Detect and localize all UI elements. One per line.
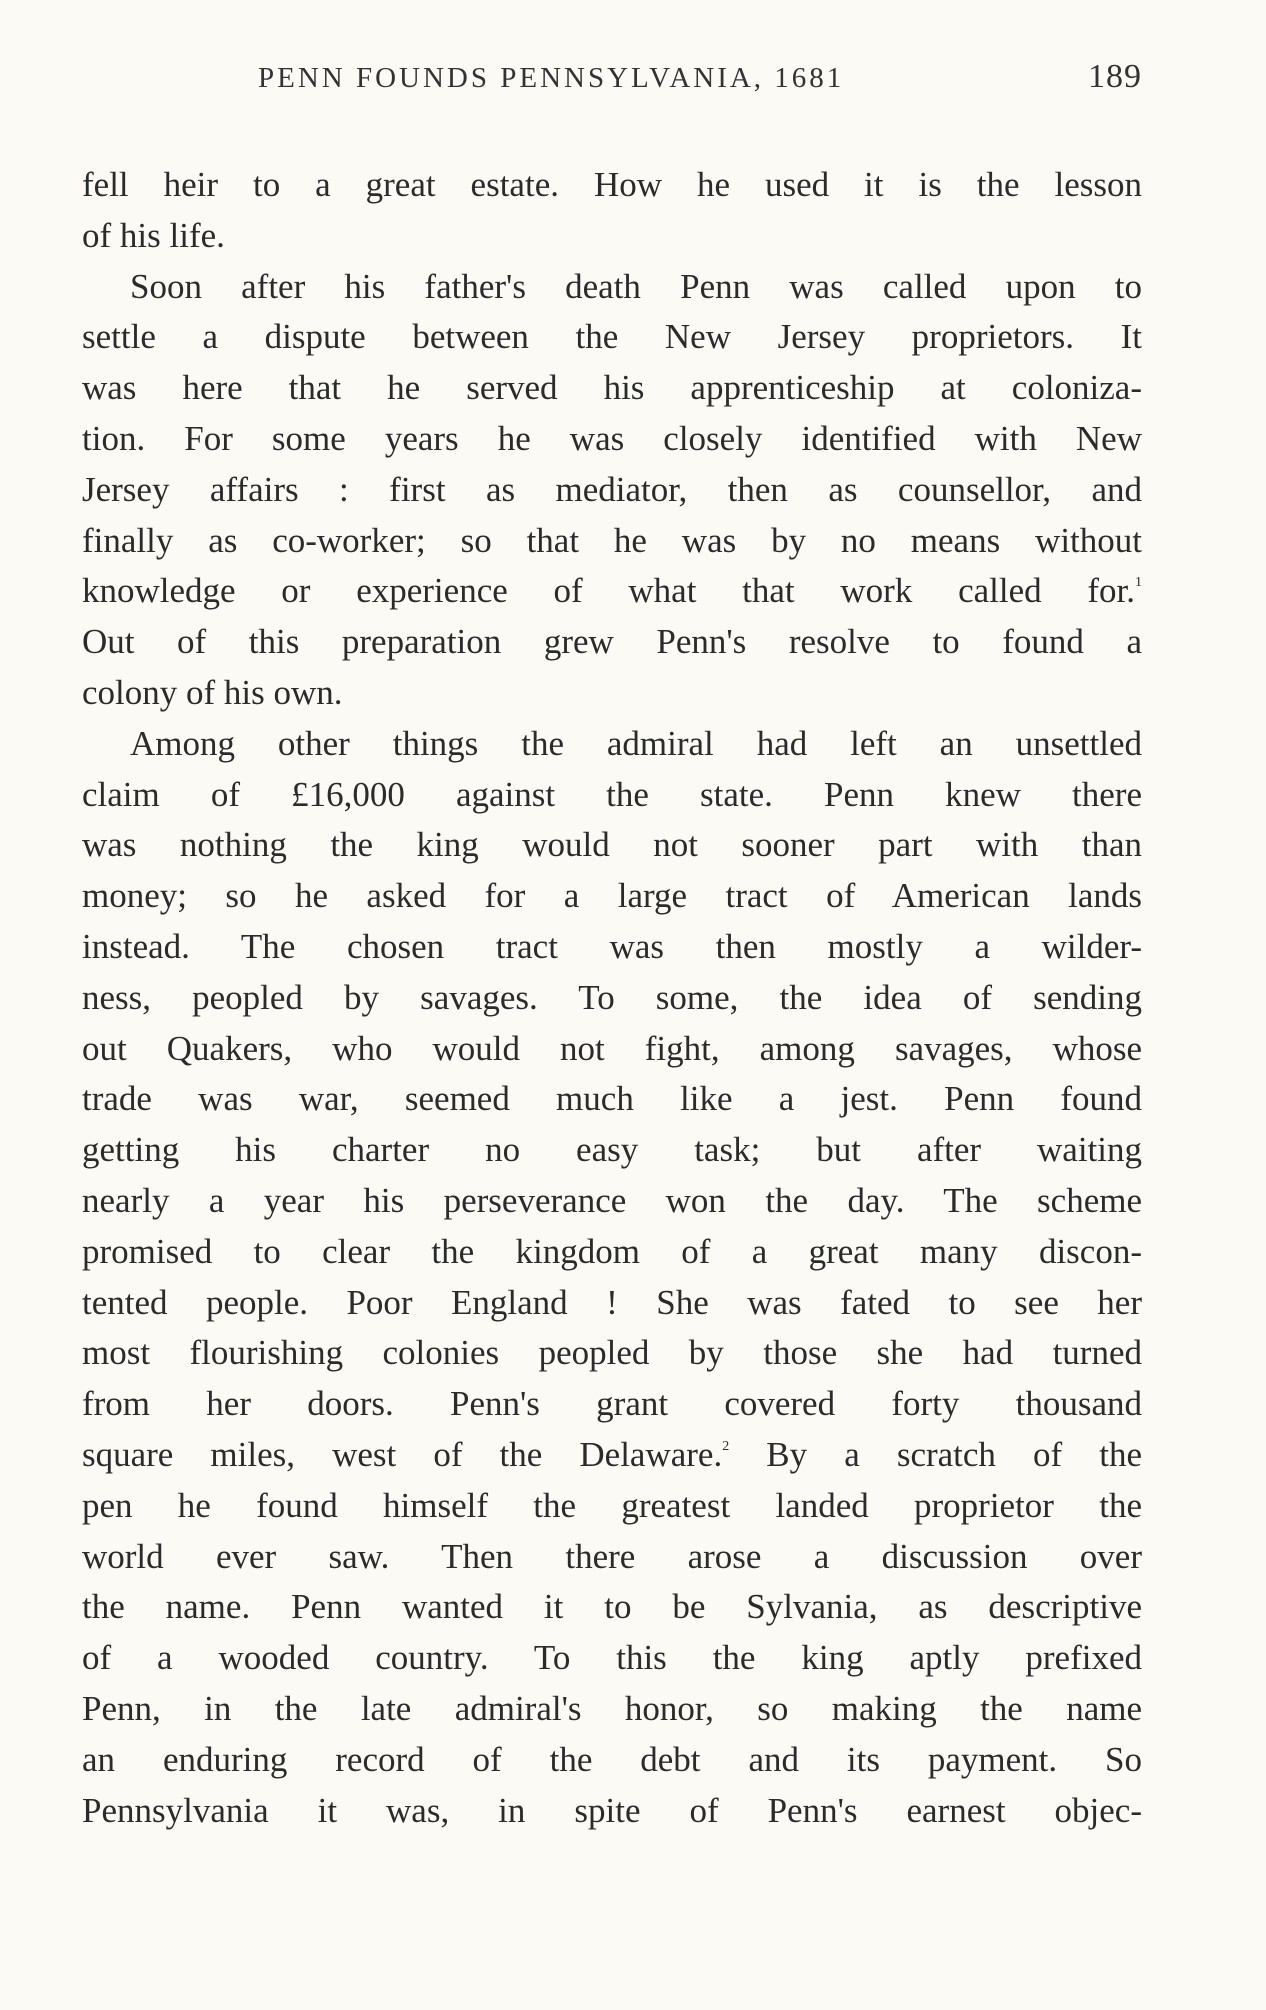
line-text: square miles, west of the Delaware. (82, 1434, 723, 1474)
text-line: of his life. (82, 215, 225, 255)
text-line: Jersey affairs : first as mediator, then as counsellor, and (82, 469, 1142, 509)
footnote-ref-2[interactable]: 2 (722, 1438, 730, 1454)
text-line: money; so he asked for a large tract of American lands (82, 876, 1142, 916)
text-line: was nothing the king would not sooner part with than (82, 825, 1142, 865)
text-line: nearly a year his perseverance won the day. The scheme (82, 1180, 1142, 1220)
line-text-continued: By a scratch of the (766, 1434, 1142, 1474)
line-text: knowledge or experience of what that work called for. (82, 571, 1135, 611)
text-line: getting his charter no easy task; but after waiting (82, 1130, 1142, 1170)
footnote-ref-1[interactable]: 1 (1135, 575, 1142, 591)
text-line: out Quakers, who would not fight, among savages, whose (82, 1028, 1142, 1068)
page-number: 189 (1088, 58, 1142, 95)
text-line: of a wooded country. To this the king aptly prefixed (82, 1638, 1142, 1678)
text-line: settle a dispute between the New Jersey proprietors. It (82, 317, 1142, 357)
text-line: Out of this preparation grew Penn's resolve to found a (82, 622, 1142, 662)
text-line: tion. For some years he was closely identified with New (82, 418, 1142, 458)
body-text (82, 160, 1142, 1836)
text-line: was here that he served his apprenticeship at coloniza- (82, 368, 1142, 408)
text-line: tented people. Poor England ! She was fated to see her (82, 1282, 1142, 1322)
chapter-running-title: PENN FOUNDS PENNSYLVANIA, 1681 (258, 62, 845, 94)
text-line: claim of £16,000 against the state. Penn knew there (82, 774, 1142, 814)
running-head (82, 58, 1142, 108)
text-line: Penn, in the late admiral's honor, so making the name (82, 1688, 1142, 1728)
text-line: most flourishing colonies peopled by those she had turned (82, 1333, 1142, 1373)
text-line: instead. The chosen tract was then mostly a wilder- (82, 926, 1142, 966)
text-line (82, 1430, 1142, 1481)
text-line: ness, peopled by savages. To some, the idea of sending (82, 977, 1142, 1017)
text-line: from her doors. Penn's grant covered forty thousand (82, 1384, 1142, 1424)
text-line: Pennsylvania it was, in spite of Penn's earnest objec- (82, 1790, 1142, 1830)
text-line: promised to clear the kingdom of a great many discon- (82, 1231, 1142, 1271)
text-line: pen he found himself the greatest landed proprietor the (82, 1485, 1142, 1525)
text-line: Among other things the admiral had left an unsettled (130, 723, 1142, 763)
text-line: the name. Penn wanted it to be Sylvania, as descriptive (82, 1587, 1142, 1627)
text-line: colony of his own. (82, 672, 343, 712)
text-line: world ever saw. Then there arose a discussion over (82, 1536, 1142, 1576)
text-line: trade was war, seemed much like a jest. Penn found (82, 1079, 1142, 1119)
text-line: fell heir to a great estate. How he used it is the lesson (82, 165, 1142, 204)
text-line: finally as co-worker; so that he was by no means without (82, 520, 1142, 560)
book-page (82, 58, 1142, 1836)
text-line (82, 566, 1142, 617)
text-line: an enduring record of the debt and its payment. So (82, 1739, 1142, 1779)
text-line: Soon after his father's death Penn was called upon to (130, 266, 1142, 306)
